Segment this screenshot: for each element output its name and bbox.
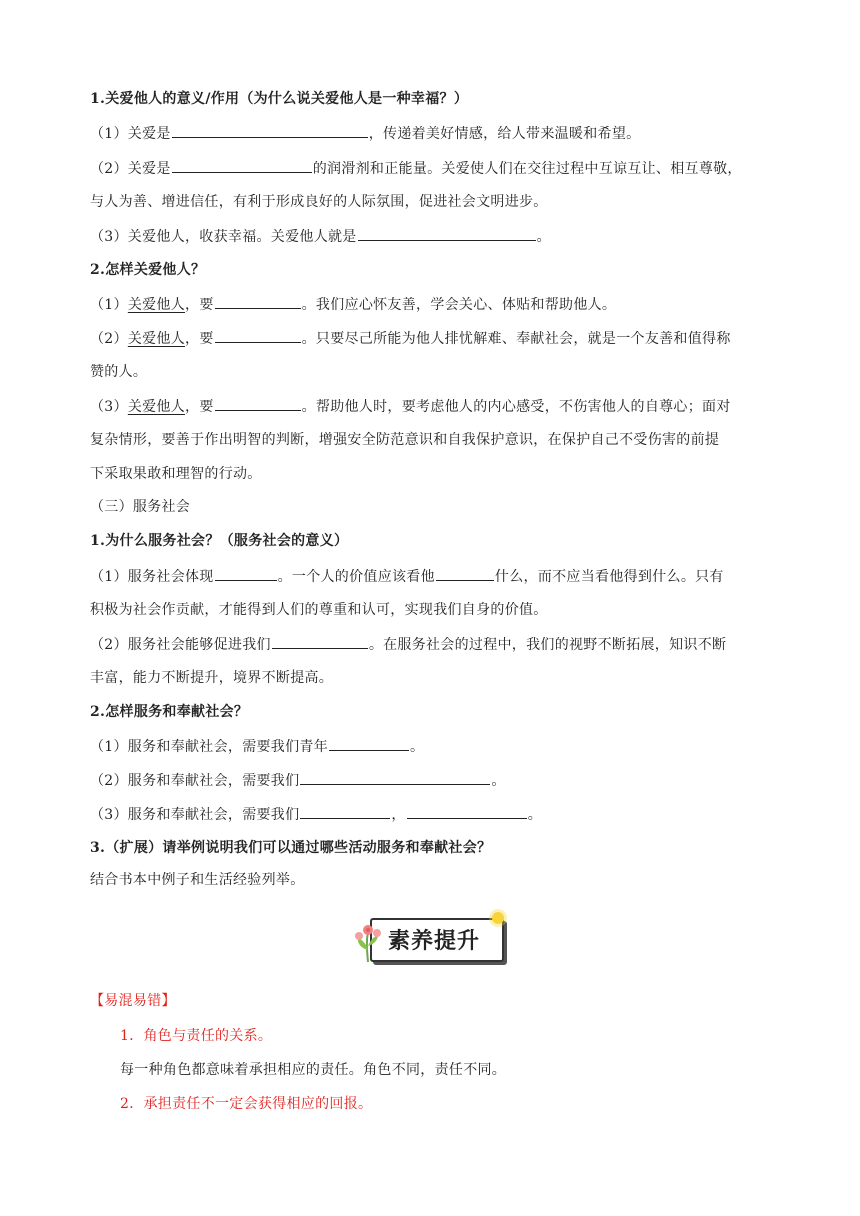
answer-line xyxy=(90,396,780,417)
underlined-text: 关爱他人 xyxy=(127,399,186,415)
answer-text: 。 xyxy=(491,773,506,789)
answer-line xyxy=(90,123,780,144)
fill-blank[interactable] xyxy=(272,634,368,649)
fill-blank[interactable] xyxy=(172,158,312,173)
answer-text: 。 xyxy=(536,229,551,245)
answer-text: 与人为善、增进信任，有利于形成良好的人际氛围，促进社会文明进步。 xyxy=(90,194,548,210)
answer-text: ，要 xyxy=(185,399,214,415)
fill-blank[interactable] xyxy=(329,736,409,751)
answer-text: （3）关爱他人，收获幸福。关爱他人就是 xyxy=(90,229,357,245)
question-heading: 1.关爱他人的意义/作用（为什么说关爱他人是一种幸福？） xyxy=(90,91,469,107)
answer-text: 什么，而不应当看他得到什么。只有 xyxy=(494,569,724,585)
answer-text: ，传递着美好情感，给人带来温暖和希望。 xyxy=(368,126,641,142)
tip-title: 1．角色与责任的关系。 xyxy=(120,1028,273,1044)
answer-text: （1）服务和奉献社会，需要我们青年 xyxy=(90,739,329,755)
answer-line xyxy=(90,736,780,757)
answer-line xyxy=(90,634,780,655)
answer-text: 丰富，能力不断提升，境界不断提高。 xyxy=(90,670,334,686)
answer-text: 。帮助他人时，要考虑他人的内心感受，不伤害他人的自尊心；面对 xyxy=(301,399,731,415)
answer-text: ， xyxy=(391,807,406,823)
answer-line xyxy=(90,804,780,825)
section-heading: （三）服务社会 xyxy=(90,499,191,515)
underlined-text: 关爱他人 xyxy=(127,297,186,313)
section-badge xyxy=(344,912,504,964)
answer-line xyxy=(90,566,780,587)
tip-title: 2．承担责任不一定会获得相应的回报。 xyxy=(120,1096,373,1112)
answer-line xyxy=(90,328,780,349)
fill-blank[interactable] xyxy=(300,770,490,785)
answer-text: 下采取果敢和理智的行动。 xyxy=(90,466,262,482)
answer-line xyxy=(90,226,780,247)
answer-text: （1）关爱是 xyxy=(90,126,171,142)
answer-text: （2）关爱是 xyxy=(90,161,171,177)
answer-text: 。在服务社会的过程中，我们的视野不断拓展，知识不断 xyxy=(368,637,727,653)
tip-body: 每一种角色都意味着承担相应的责任。角色不同，责任不同。 xyxy=(120,1062,507,1078)
question-heading: 3.（扩展）请举例说明我们可以通过哪些活动服务和奉献社会？ xyxy=(90,840,492,856)
answer-text: 积极为社会作贡献，才能得到人们的尊重和认可，实现我们自身的价值。 xyxy=(90,602,548,618)
answer-text: （1）服务社会体现 xyxy=(90,569,214,585)
answer-text: 结合书本中例子和生活经验列举。 xyxy=(90,872,305,888)
underlined-text: 关爱他人 xyxy=(127,331,186,347)
fill-blank[interactable] xyxy=(407,804,527,819)
answer-text: 。只要尽己所能为他人排忧解难、奉献社会，就是一个友善和值得称 xyxy=(301,331,731,347)
fill-blank[interactable] xyxy=(215,294,301,309)
answer-text: （2）服务社会能够促进我们 xyxy=(90,637,271,653)
answer-text: 。 xyxy=(527,807,543,823)
fill-blank[interactable] xyxy=(300,804,390,819)
flower-icon xyxy=(348,920,388,964)
fill-blank[interactable] xyxy=(215,328,301,343)
answer-text: （2） xyxy=(90,331,128,347)
fill-blank[interactable] xyxy=(436,566,494,581)
tips-heading: 【易混易错】 xyxy=(90,993,176,1009)
answer-text: （2）服务和奉献社会，需要我们 xyxy=(90,773,300,789)
answer-text: ，要 xyxy=(185,331,214,347)
answer-line xyxy=(90,294,780,315)
answer-text: 。我们应心怀友善，学会关心、体贴和帮助他人。 xyxy=(301,297,617,313)
fill-blank[interactable] xyxy=(215,396,301,411)
question-heading: 2.怎样关爱他人？ xyxy=(90,262,206,278)
fill-blank[interactable] xyxy=(172,123,368,138)
answer-text: （3） xyxy=(90,399,128,415)
sun-icon xyxy=(492,912,504,924)
answer-text: ，要 xyxy=(185,297,214,313)
fill-blank[interactable] xyxy=(215,566,277,581)
answer-text: 。一个人的价值应该看他 xyxy=(277,569,435,585)
badge-label: 素养提升 xyxy=(388,929,481,954)
answer-line xyxy=(90,770,780,791)
answer-text: 。 xyxy=(410,739,425,755)
fill-blank[interactable] xyxy=(358,226,536,241)
question-heading: 1.为什么服务社会？（服务社会的意义） xyxy=(90,533,349,549)
answer-text: 复杂情形，要善于作出明智的判断，增强安全防范意识和自我保护意识，在保护自己不受伤害的前提 xyxy=(90,432,720,448)
answer-text: （3）服务和奉献社会，需要我们 xyxy=(90,807,300,823)
question-heading: 2.怎样服务和奉献社会？ xyxy=(90,704,249,720)
answer-line xyxy=(90,158,780,179)
answer-text: 的润滑剂和正能量。关爱使人们在交往过程中互谅互让、相互尊敬， xyxy=(312,161,742,177)
answer-text: 赞的人。 xyxy=(90,364,148,380)
answer-text: （1） xyxy=(90,297,128,313)
